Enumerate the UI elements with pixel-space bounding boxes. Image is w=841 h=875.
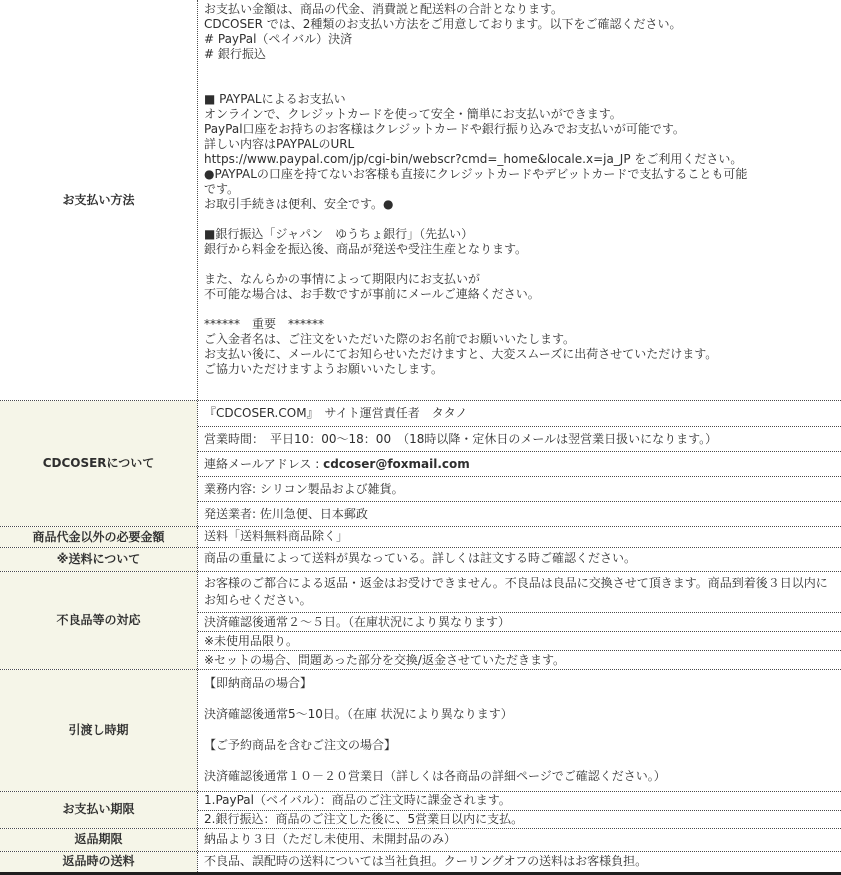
text-line: ご協力いただけますようお願いいたします。 — [204, 362, 444, 376]
text-line: 営業時間： 平日10：00～18：00 （18時以降・定休日のメールは翌営業日扱いになります。） — [204, 432, 718, 446]
text-line — [204, 302, 835, 317]
text-line: お客様のご都合による返品・返金はお受けできません。不良品は良品に交換させて頂きます。商品到着後３日以内にお知らせください。 — [204, 576, 828, 607]
table-row-return-shipping — [0, 851, 841, 872]
text-line: CDCOSER では、2種類のお支払い方法をご用意しております。以下をご確認ください。 — [204, 17, 682, 31]
row-header-delivery: 引渡し時期 — [0, 670, 197, 791]
text-line: 決済確認後通常5～10日。（在庫 状況により異なります） — [204, 707, 513, 721]
table-row-payment-method — [0, 0, 841, 400]
row-content-return-shipping — [197, 852, 841, 872]
row-content-shipping-note — [197, 548, 841, 571]
table-row-extra-fees — [0, 526, 841, 547]
text-line — [204, 212, 835, 227]
about-cell-1 — [198, 426, 841, 451]
text-line: 【ご予約商品を含むご注文の場合】 — [204, 738, 397, 752]
text-line: ※未使用品限り。 — [204, 634, 299, 648]
row-header-about: CDCOSERについて — [0, 401, 197, 526]
row-header-payment-method: お支払い方法 — [0, 0, 197, 400]
text-line: ※セットの場合、問題あった部分を交換/返金させていただきます。 — [204, 653, 566, 667]
text-line: 不可能な場合は、お手数ですが事前にメールご連絡ください。 — [204, 287, 540, 301]
row-content-about — [197, 401, 841, 526]
contact-email: cdcoser@foxmail.com — [323, 457, 470, 471]
text-line: ■銀行振込「ジャパン ゆうちょ銀行」（先払い） — [204, 227, 474, 241]
text-line — [204, 754, 835, 770]
row-content-payment-method — [197, 0, 841, 400]
text-line: # PayPal（ペイバル）決済 — [204, 32, 353, 46]
text-line: 発送業者: 佐川急便、日本郵政 — [204, 507, 368, 521]
text-line: 【即納商品の場合】 — [204, 676, 313, 690]
text-line: 納品より３日（ただし未使用、未開封品のみ） — [204, 831, 457, 846]
defective-cell-3 — [198, 650, 841, 669]
text-line: ■ PAYPALによるお支払い — [204, 92, 346, 106]
text-line: です。 — [204, 182, 240, 196]
row-header-extra-fees: 商品代金以外の必要金額 — [0, 527, 197, 547]
text-line: 1.PayPal（ベイバル）：商品のご注文時に課金されます。 — [204, 792, 511, 807]
row-header-return-shipping: 返品時の送料 — [0, 852, 197, 872]
about-cell-3 — [198, 476, 841, 501]
delivery-cell-0 — [198, 670, 841, 791]
table-row-delivery — [0, 669, 841, 791]
text-line: ****** 重要 ****** — [204, 317, 325, 331]
text-line: 決済確認後通常１０－２０営業日（詳しくは各商品の詳細ページでご確認ください。） — [204, 769, 666, 783]
row-header-defective: 不良品等の対応 — [0, 572, 197, 669]
text-line — [204, 723, 835, 739]
text-line: 決済確認後通常２～５日。（在庫状況により異なります） — [204, 615, 511, 629]
return-shipping-cell-0 — [198, 852, 841, 872]
about-cell-2 — [198, 451, 841, 476]
text-line: 不良品、誤配時の送料については当社負担。クーリングオフの送料はお客様負担。 — [204, 853, 648, 868]
row-header-payment-deadline: お支払い期限 — [0, 792, 197, 828]
text-line — [204, 77, 835, 92]
row-content-payment-deadline — [197, 792, 841, 828]
about-cell-4 — [198, 501, 841, 526]
text-line: お支払い金額は、商品の代金、消費説と配送料の合計となります。 — [204, 2, 564, 16]
table-row-shipping-note — [0, 547, 841, 571]
text-line: ご入金者名は、ご注文をいただいた際のお名前でお願いいたします。 — [204, 332, 576, 346]
defective-cell-0 — [198, 572, 841, 612]
row-content-delivery — [197, 670, 841, 791]
payment-deadline-cell-0 — [198, 792, 841, 810]
text-line: 2.銀行振込：商品のご注文した後に、5営業日以内に支払。 — [204, 811, 524, 826]
text-line: 銀行から料金を振込後、商品が発送や受注生産となります。 — [204, 242, 528, 256]
text-line: https://www.paypal.com/jp/cgi-bin/webscr?cmd=_home&locale.x=ja_JP をご利用ください。 — [204, 152, 743, 166]
row-header-shipping-note: ※送料について — [0, 548, 197, 571]
extra-fees-cell-0 — [198, 527, 841, 547]
table-row-return-deadline — [0, 828, 841, 851]
text-line: お取引手続きは便利、安全です。● — [204, 197, 394, 211]
shipping-note-cell-0 — [198, 548, 841, 571]
text-line — [204, 257, 835, 272]
text-line: また、なんらかの事情によって期限内にお支払いが — [204, 272, 481, 286]
text-line — [204, 62, 835, 77]
text-line: 商品の重量によって送料が異なっている。詳しくは註文する時ご確認ください。 — [204, 551, 637, 565]
text-line: お支払い後に、メールにてお知らせいただけますと、大変スムーズに出荷させていただけます。 — [204, 347, 718, 361]
text-line: 『CDCOSER.COM』 サイト運営責任者 タタノ — [204, 406, 468, 420]
text-line: ●PAYPALの口座を持てないお客様も直接にクレジットカードやデビットカードで支払することも可能 — [204, 167, 748, 181]
text-line — [204, 692, 835, 708]
defective-cell-1 — [198, 612, 841, 631]
defective-cell-2 — [198, 631, 841, 650]
text-line: 送料「送料無料商品除く」 — [204, 529, 349, 543]
row-content-defective — [197, 572, 841, 669]
text-line: PayPal口座をお持ちのお客様はクレジットカードや銀行振り込みでお支払いが可能です。 — [204, 122, 685, 136]
about-cell-0 — [198, 401, 841, 426]
row-header-return-deadline: 返品期限 — [0, 829, 197, 851]
row-content-return-deadline — [197, 829, 841, 851]
return-deadline-cell-0 — [198, 829, 841, 851]
table-row-defective — [0, 571, 841, 669]
text-line: 業務内容: シリコン製品および雑貨。 — [204, 482, 404, 496]
text-line: # 銀行振込 — [204, 47, 266, 61]
row-content-extra-fees — [197, 527, 841, 547]
contact-email-label: 連絡メールアドレス : — [204, 457, 324, 471]
text-line: 詳しい内容はPAYPALのURL — [204, 137, 355, 151]
table-row-payment-deadline — [0, 791, 841, 828]
payment-deadline-cell-1 — [198, 810, 841, 828]
payment-method-cell-0 — [198, 0, 841, 400]
text-line: オンラインで、クレジットカードを使って安全・簡単にお支払いができます。 — [204, 107, 622, 121]
table-row-about — [0, 400, 841, 526]
